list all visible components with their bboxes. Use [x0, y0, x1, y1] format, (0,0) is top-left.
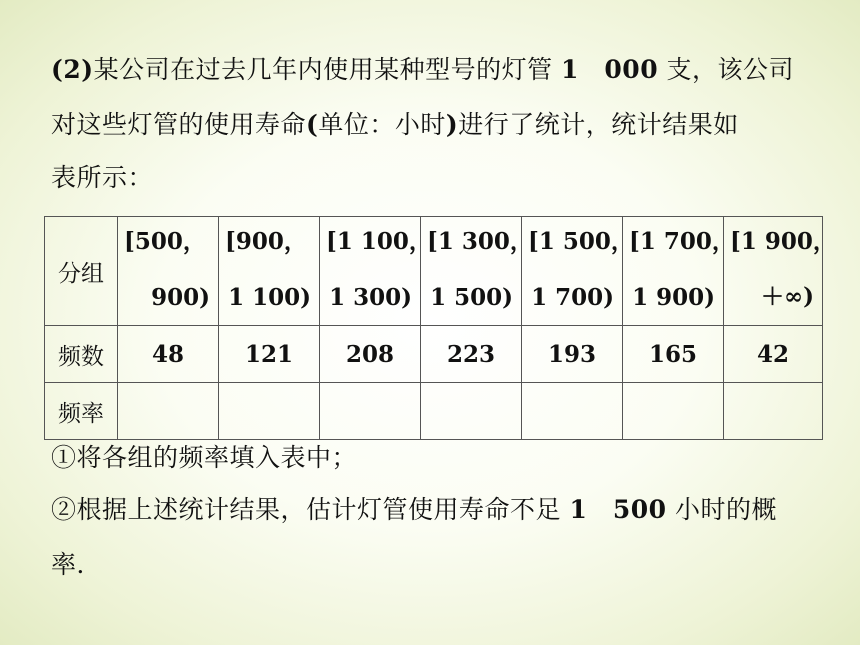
problem-line-1	[51, 55, 794, 85]
group-cell: [1 100， 1 300)	[320, 217, 421, 326]
group-cell: [1 900， ＋∞)	[724, 217, 823, 326]
rate-cell	[623, 383, 724, 440]
frequency-cell: 223	[421, 326, 522, 383]
problem-text: 支，该公司	[658, 55, 795, 84]
question-2	[51, 495, 777, 525]
question-text: ②根据上述统计结果，估计灯管使用寿命不足	[51, 495, 570, 524]
problem-text: 表所示：	[51, 163, 154, 192]
row-label-rate: 频率	[45, 383, 118, 440]
question-text: ①将各组的频率填入表中；	[51, 443, 358, 472]
frequency-cell: 42	[724, 326, 823, 383]
row-label-groups: 分组	[45, 217, 118, 326]
paren-open: (	[306, 110, 319, 139]
frequency-cell: 208	[320, 326, 421, 383]
table-row-rate	[45, 383, 823, 440]
frequency-cell: 193	[522, 326, 623, 383]
rate-cell	[118, 383, 219, 440]
unit-text: 单位：小时	[318, 110, 446, 139]
question-hours: 1 500	[569, 495, 667, 524]
rate-cell	[320, 383, 421, 440]
paren-close: )	[445, 110, 459, 139]
group-cell: [1 500， 1 700)	[522, 217, 623, 326]
row-label-frequency: 频数	[45, 326, 118, 383]
rate-cell	[421, 383, 522, 440]
problem-text: 某公司在过去几年内使用某种型号的灯管	[93, 55, 562, 84]
rate-cell	[724, 383, 823, 440]
question-text: 小时的概	[666, 495, 777, 524]
rate-cell	[522, 383, 623, 440]
problem-count: 1 000	[561, 55, 659, 84]
group-cell: [900， 1 100)	[219, 217, 320, 326]
rate-cell	[219, 383, 320, 440]
frequency-cell: 121	[219, 326, 320, 383]
table-row-groups	[45, 217, 823, 326]
group-cell: [1 300， 1 500)	[421, 217, 522, 326]
problem-number: (2)	[51, 55, 94, 84]
group-cell: [500， 900)	[118, 217, 219, 326]
problem-line-3	[51, 163, 153, 193]
question-1	[51, 443, 357, 473]
problem-line-2	[51, 110, 739, 140]
frequency-cell: 48	[118, 326, 219, 383]
frequency-table	[44, 216, 836, 440]
problem-text: 进行了统计，统计结果如	[458, 110, 739, 139]
table-row-frequency	[45, 326, 823, 383]
problem-text: 对这些灯管的使用寿命	[51, 110, 307, 139]
question-2-continued	[51, 550, 102, 580]
question-text: 率．	[51, 550, 103, 579]
frequency-cell: 165	[623, 326, 724, 383]
group-cell: [1 700， 1 900)	[623, 217, 724, 326]
